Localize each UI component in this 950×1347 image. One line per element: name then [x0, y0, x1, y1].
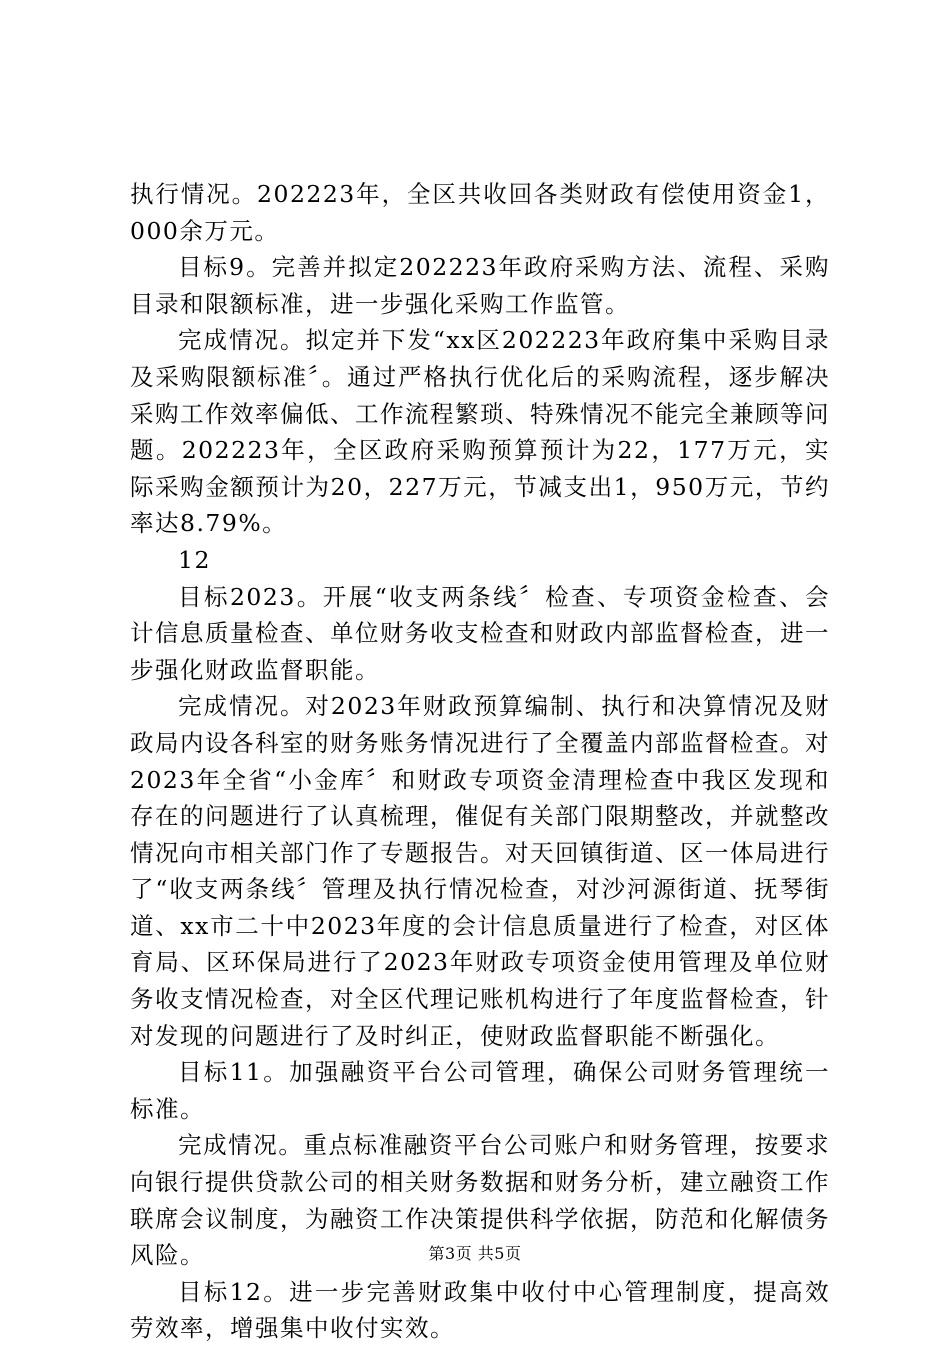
- paragraph-goal-2023-completion: 完成情况。对2023年财政预算编制、执行和决算情况及财政局内设各科室的财务账务情况进行了全覆盖内部监督检查。对2023年全省“小金库〞和财政专项资金清理检查中我区发现和存在的问题进行了认真梳理，催促有关部门限期整改，并就整改情况向市相关部门作了专题报告。对天回镇街道、区一体局进行了“收支两条线〞管理及执行情况检查，对沙河源街道、抚琴街道、xx市二十中2023年度的会计信息质量进行了检查，对区体育局、区环保局进行了2023年财政专项资金使用管理及单位财务收支情况检查，对全区代理记账机构进行了年度监督检查，针对发现的问题进行了及时纠正，使财政监督职能不断强化。: [130, 692, 830, 1050]
- paragraph-goal-11: 目标11。加强融资平台公司管理，确保公司财务管理统一标准。: [130, 1058, 830, 1123]
- paragraph-number-12: 12: [178, 545, 211, 574]
- paragraph-goal-9-completion: 完成情况。拟定并下发“xx区202223年政府集中采购目录及采购限额标准〞。通过严格执行优化后的采购流程，逐步解决采购工作效率偏低、工作流程繁琐、特殊情况不能完全兼顾等问题。202223年，全区政府采购预算预计为22，177万元，实际采购金额预计为20，227万元，节减支出1，950万元，节约率达8.79%。: [130, 326, 830, 538]
- paragraph-execution-status: 执行情况。202223年，全区共收回各类财政有偿使用资金1，000余万元。: [130, 180, 830, 245]
- paragraph-goal-9: 目标9。完善并拟定202223年政府采购方法、流程、采购目录和限额标准，进一步强化采购工作监管。: [130, 253, 830, 318]
- document-body: [130, 176, 830, 1347]
- page-footer: [0, 1244, 950, 1264]
- paragraph-goal-2023: 目标2023。开展“收支两条线〞检查、专项资金检查、会计信息质量检查、单位财务收支检查和财政内部监督检查，进一步强化财政监督职能。: [130, 582, 830, 684]
- paragraph-goal-11-completion: 完成情况。重点标准融资平台公司账户和财务管理，按要求向银行提供贷款公司的相关财务数据和财务分析，建立融资工作联席会议制度，为融资工作决策提供科学依据，防范和化解债务风险。: [130, 1131, 830, 1270]
- page-number-label: 第3页 共5页: [428, 1244, 522, 1263]
- paragraph-goal-12: 目标12。进一步完善财政集中收付中心管理制度，提高效劳效率，增强集中收付实效。: [130, 1277, 830, 1343]
